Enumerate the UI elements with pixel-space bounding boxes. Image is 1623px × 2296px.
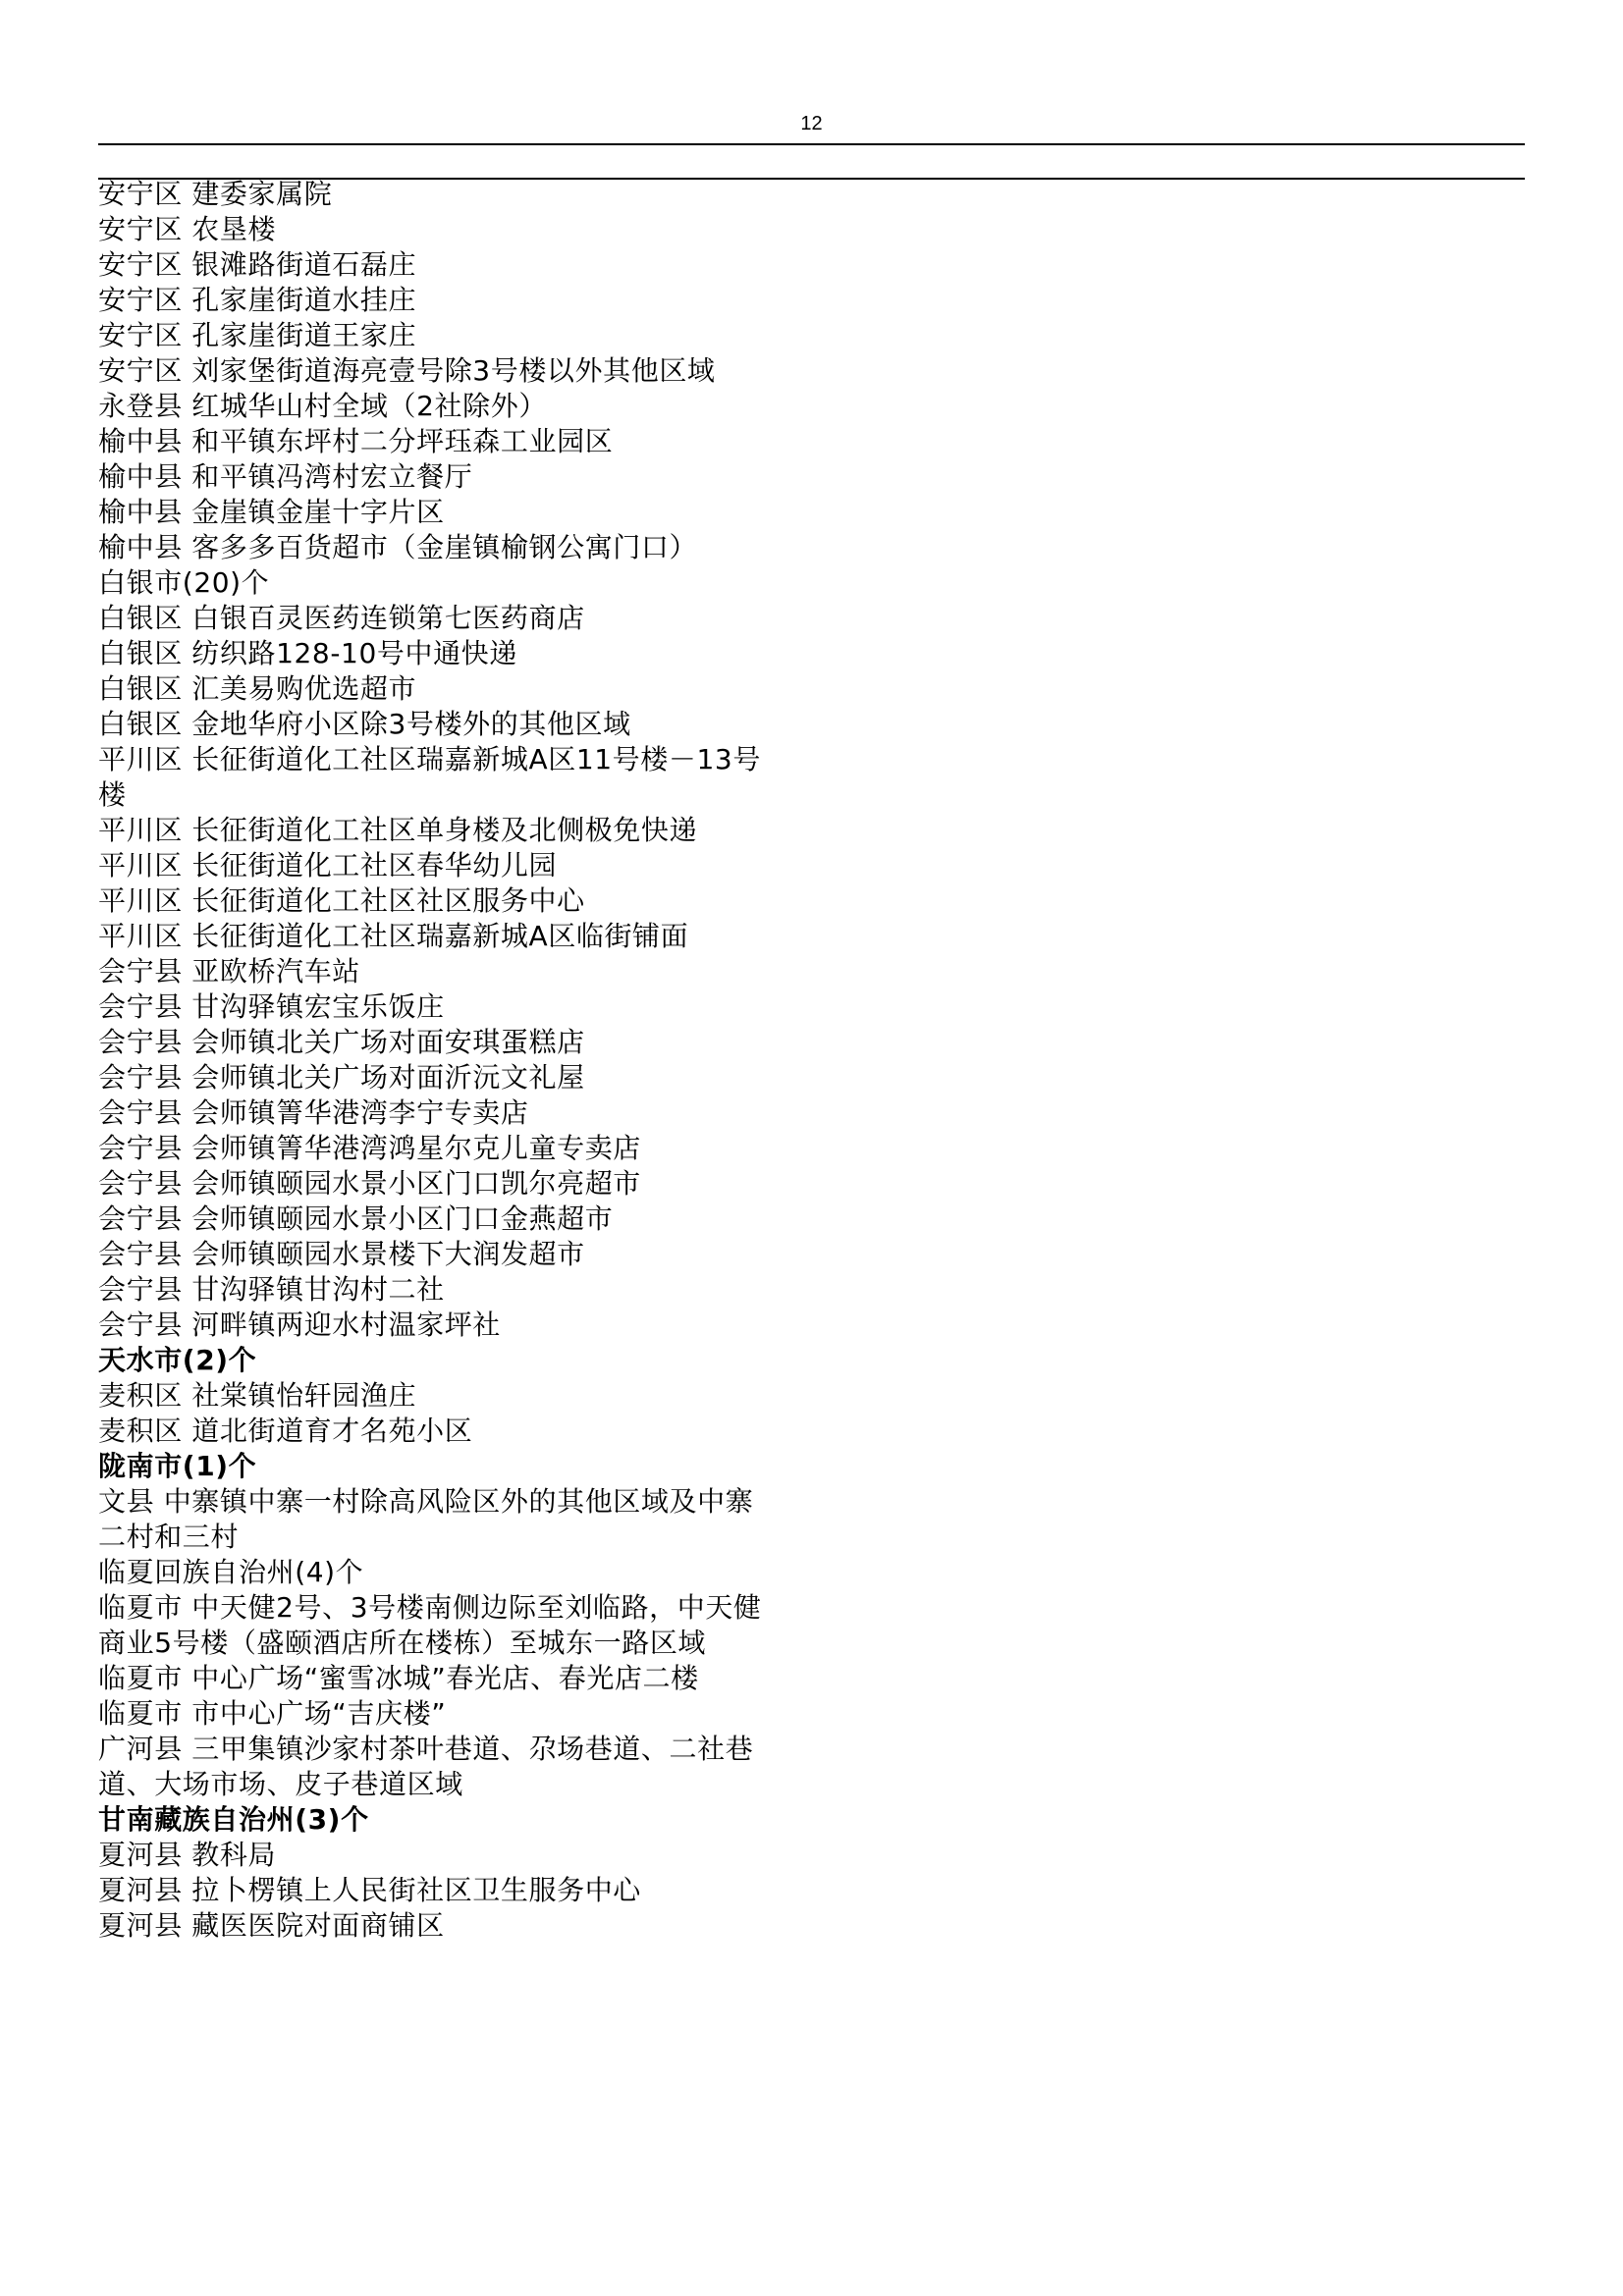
- list-line: 平川区 长征街道化工社区瑞嘉新城A区临街铺面: [98, 920, 689, 952]
- list-line: 安宁区 刘家堡街道海亮壹号除3号楼以外其他区域: [98, 354, 716, 387]
- header-rule-top: [98, 143, 1525, 145]
- list-line: 二村和三村: [98, 1521, 240, 1553]
- list-line: 夏河县 拉卜楞镇上人民街社区卫生服务中心: [98, 1874, 641, 1906]
- list-line: 安宁区 孔家崖街道水挂庄: [98, 284, 417, 316]
- list-line: 榆中县 客多多百货超市（金崖镇榆钢公寓门口）: [98, 531, 698, 563]
- list-line: 榆中县 和平镇东坪村二分坪珏森工业园区: [98, 425, 614, 457]
- list-line: 道、大场市场、皮子巷道区域: [98, 1768, 463, 1800]
- list-line: 平川区 长征街道化工社区社区服务中心: [98, 884, 585, 917]
- list-line: 平川区 长征街道化工社区春华幼儿园: [98, 849, 558, 881]
- list-line: 榆中县 和平镇冯湾村宏立餐厅: [98, 460, 473, 493]
- list-line: 会宁县 甘沟驿镇甘沟村二社: [98, 1273, 445, 1306]
- list-line: 麦积区 道北街道育才名苑小区: [98, 1415, 473, 1447]
- list-line: 白银区 白银百灵医药连锁第七医药商店: [98, 602, 585, 634]
- list-line: 临夏回族自治州(4)个: [98, 1556, 364, 1588]
- list-line: 白银市(20)个: [98, 566, 270, 599]
- list-line: 白银区 纺织路128-10号中通快递: [98, 637, 517, 669]
- list-line: 夏河县 藏医医院对面商铺区: [98, 1909, 445, 1942]
- list-line: 白银区 汇美易购优选超市: [98, 672, 417, 705]
- list-line: 平川区 长征街道化工社区瑞嘉新城A区11号楼－13号: [98, 743, 761, 775]
- list-line: 安宁区 银滩路街道石磊庄: [98, 248, 417, 281]
- list-line: 永登县 红城华山村全域（2社除外）: [98, 390, 547, 422]
- list-line: 麦积区 社棠镇怡轩园渔庄: [98, 1379, 417, 1412]
- list-line: 安宁区 建委家属院: [98, 178, 333, 210]
- list-line: 会宁县 会师镇箐华港湾鸿星尔克儿童专卖店: [98, 1132, 641, 1164]
- list-line: 会宁县 会师镇北关广场对面沂沅文礼屋: [98, 1061, 585, 1094]
- list-line: 会宁县 亚欧桥汽车站: [98, 955, 360, 988]
- list-line: 广河县 三甲集镇沙家村茶叶巷道、尕场巷道、二社巷: [98, 1733, 754, 1765]
- list-line: 会宁县 会师镇颐园水景小区门口金燕超市: [98, 1202, 614, 1235]
- list-line: 夏河县 教科局: [98, 1839, 277, 1871]
- list-line: 楼: [98, 778, 127, 811]
- page-number: 12: [800, 113, 823, 134]
- list-line: 会宁县 会师镇箐华港湾李宁专卖店: [98, 1096, 529, 1129]
- list-line: 商业5号楼（盛颐酒店所在楼栋）至城东一路区域: [98, 1627, 707, 1659]
- list-line: 会宁县 会师镇颐园水景小区门口凯尔亮超市: [98, 1167, 641, 1200]
- list-line: 会宁县 河畔镇两迎水村温家坪社: [98, 1308, 501, 1341]
- list-line: 临夏市 中天健2号、3号楼南侧边际至刘临路，中天健: [98, 1591, 762, 1624]
- region-heading: 甘南藏族自治州(3)个: [98, 1803, 369, 1836]
- list-line: 文县 中寨镇中寨一村除高风险区外的其他区域及中寨: [98, 1485, 754, 1518]
- list-line: 会宁县 甘沟驿镇宏宝乐饭庄: [98, 990, 445, 1023]
- list-line: 白银区 金地华府小区除3号楼外的其他区域: [98, 708, 631, 740]
- list-line: 会宁县 会师镇北关广场对面安琪蛋糕店: [98, 1026, 585, 1058]
- list-line: 平川区 长征街道化工社区单身楼及北侧极免快递: [98, 814, 698, 846]
- list-line: 榆中县 金崖镇金崖十字片区: [98, 496, 445, 528]
- region-list: [98, 177, 785, 1944]
- region-heading: 陇南市(1)个: [98, 1450, 257, 1482]
- list-line: 会宁县 会师镇颐园水景楼下大润发超市: [98, 1238, 585, 1270]
- list-line: 临夏市 市中心广场“吉庆楼”: [98, 1697, 447, 1730]
- list-line: 安宁区 孔家崖街道王家庄: [98, 319, 417, 351]
- region-heading: 天水市(2)个: [98, 1344, 257, 1376]
- list-line: 安宁区 农垦楼: [98, 213, 277, 245]
- list-line: 临夏市 中心广场“蜜雪冰城”春光店、春光店二楼: [98, 1662, 699, 1694]
